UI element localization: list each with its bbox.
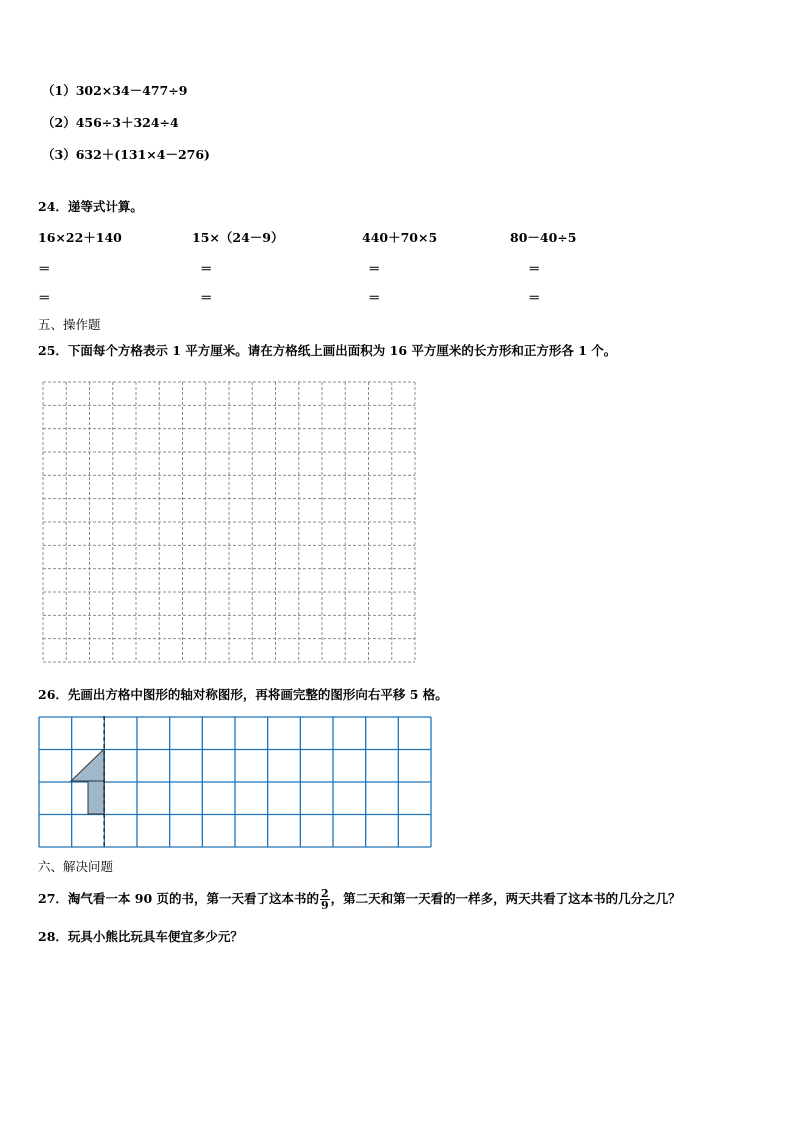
q24-expr-2: 15×（24－9） — [192, 230, 284, 245]
q25-text: 25．下面每个方格表示 1 平方厘米。请在方格纸上画出面积为 16 平方厘米的长方形和正方形各 1 个。 — [38, 343, 617, 358]
section-5-title: 五、操作题 — [38, 317, 101, 332]
half-figure-top — [71, 749, 104, 781]
q28-text: 28．玩具小熊比玩具车便宜多少元？ — [38, 929, 243, 944]
q27-text — [38, 884, 681, 914]
q24-title: 24．递等式计算。 — [38, 199, 143, 214]
q23-item-3: （3）632＋(131×4－276) — [42, 147, 210, 162]
q24-equals-4a: ＝ — [528, 261, 541, 276]
q24-equals-1b: ＝ — [38, 290, 51, 305]
q27-text-after: ，第二天和第一天看的一样多，两天共看了这本书的几分之几？ — [330, 891, 681, 906]
fraction-denominator: 9 — [321, 899, 329, 912]
q24-expr-3: 440＋70×5 — [362, 230, 438, 245]
q24-equals-2a: ＝ — [200, 261, 213, 276]
q27-text-before: 27．淘气看一本 90 页的书，第一天看了这本书的 — [38, 891, 319, 906]
q26-text: 26．先画出方格中图形的轴对称图形，再将画完整的图形向右平移 5 格。 — [38, 687, 448, 702]
q24-equals-3a: ＝ — [368, 261, 381, 276]
q23-item-1: （1）302×34－477÷9 — [42, 83, 188, 98]
q24-equals-4b: ＝ — [528, 290, 541, 305]
q24-expr-1: 16×22＋140 — [38, 230, 122, 245]
q24-equals-2b: ＝ — [200, 290, 213, 305]
q24-expr-4: 80－40÷5 — [510, 230, 577, 245]
square-grid-q25[interactable] — [42, 381, 418, 665]
fraction-numerator: 2 — [321, 887, 329, 900]
section-6-title: 六、解决问题 — [38, 859, 114, 874]
q23-item-2: （2）456÷3＋324÷4 — [42, 115, 179, 130]
q24-equals-1a: ＝ — [38, 261, 51, 276]
square-grid-q26[interactable] — [38, 716, 432, 850]
fraction-2-9 — [320, 888, 330, 911]
q24-equals-3b: ＝ — [368, 290, 381, 305]
